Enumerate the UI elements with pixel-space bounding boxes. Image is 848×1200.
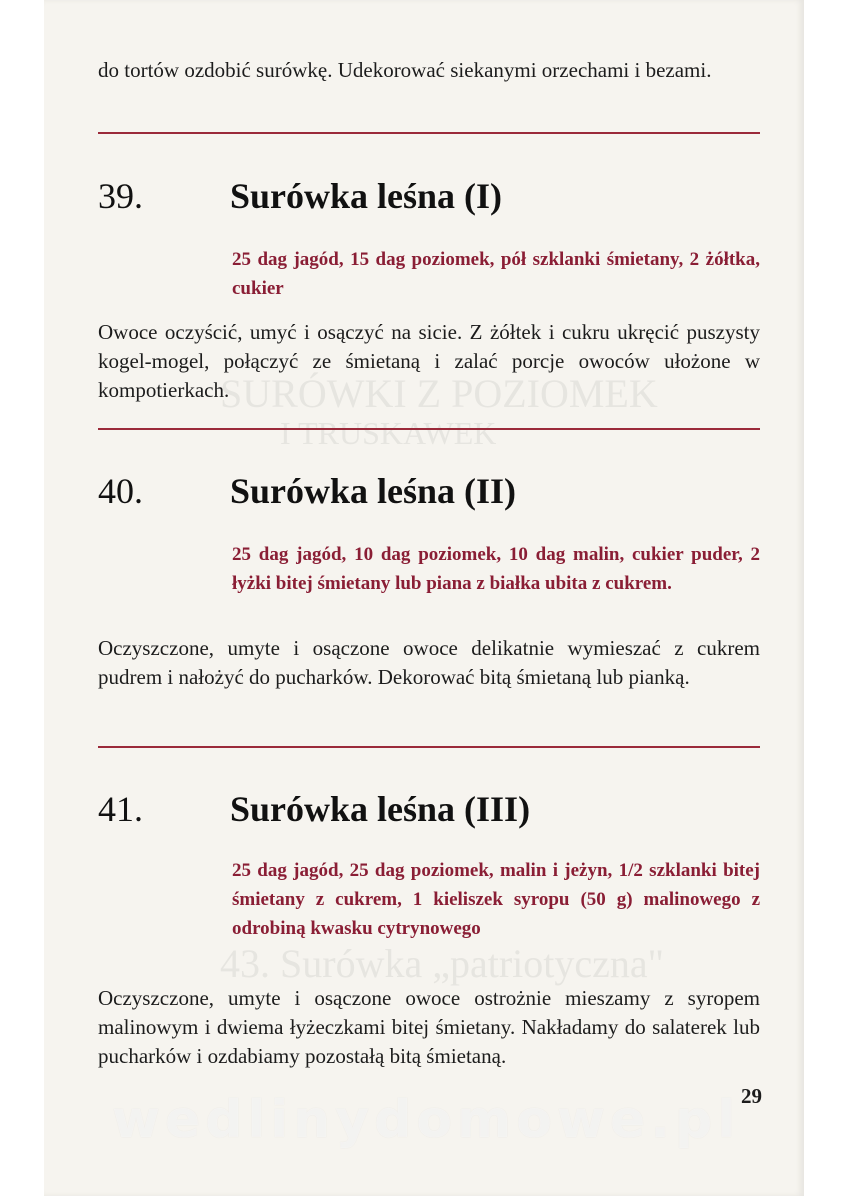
recipe-number: 40. [98, 471, 143, 511]
recipe-title: Surówka leśna (III) [230, 789, 531, 829]
page-number: 29 [741, 1084, 762, 1108]
recipe-number: 41. [98, 789, 143, 829]
recipe-instructions: Owoce oczyścić, umyć i osączyć na sicie. Z żółtek i cukru ukręcić puszysty kogel-mogel, połączyć ze śmietaną i zalać porcje owoców ułożone w kompotierkach. [98, 320, 760, 402]
recipe-ingredients: 25 dag jagód, 10 dag poziomek, 10 dag malin, cukier puder, 2 łyżki bitej śmietany lub piana z białka ubita z cukrem. [232, 544, 760, 594]
recipe-number: 39. [98, 176, 143, 216]
bleed-through-heading-3: 43. Surówka „patriotyczna" [220, 941, 664, 986]
intro-text: do tortów ozdobić surówkę. Udekorować siekanymi orzechami i bezami. [98, 58, 712, 82]
recipe-title: Surówka leśna (I) [230, 176, 503, 216]
section-divider [98, 132, 760, 134]
recipe-ingredients: 25 dag jagód, 15 dag poziomek, pół szklanki śmietany, 2 żółtka, cukier [232, 249, 760, 299]
recipe-title: Surówka leśna (II) [230, 471, 517, 511]
recipe-instructions: Oczyszczone, umyte i osączone owoce ostrożnie mieszamy z syropem malinowym i dwiema łyżeczkami bitej śmietany. Nakładamy do salaterek lub pucharków i ozdabiamy pozostałą bitą śmietaną. [98, 986, 760, 1068]
recipe-instructions: Oczyszczone, umyte i osączone owoce delikatnie wymieszać z cukrem pudrem i nałożyć do pucharków. Dekorować bitą śmietaną lub pianką. [98, 636, 760, 689]
section-divider [98, 428, 760, 430]
bleed-through-heading-2: I TRUSKAWEK [280, 415, 497, 451]
recipe-ingredients: 25 dag jagód, 25 dag poziomek, malin i jeżyn, 1/2 szklanki bitej śmietany z cukrem, 1 kieliszek syropu (50 g) malinowego z odrobiną kwasku cytrynowego [232, 860, 760, 939]
bleed-through-heading: SURÓWKI Z POZIOMEK [220, 371, 658, 416]
watermark: wedlinydomowe.pl [112, 1090, 741, 1150]
section-divider [98, 746, 760, 748]
